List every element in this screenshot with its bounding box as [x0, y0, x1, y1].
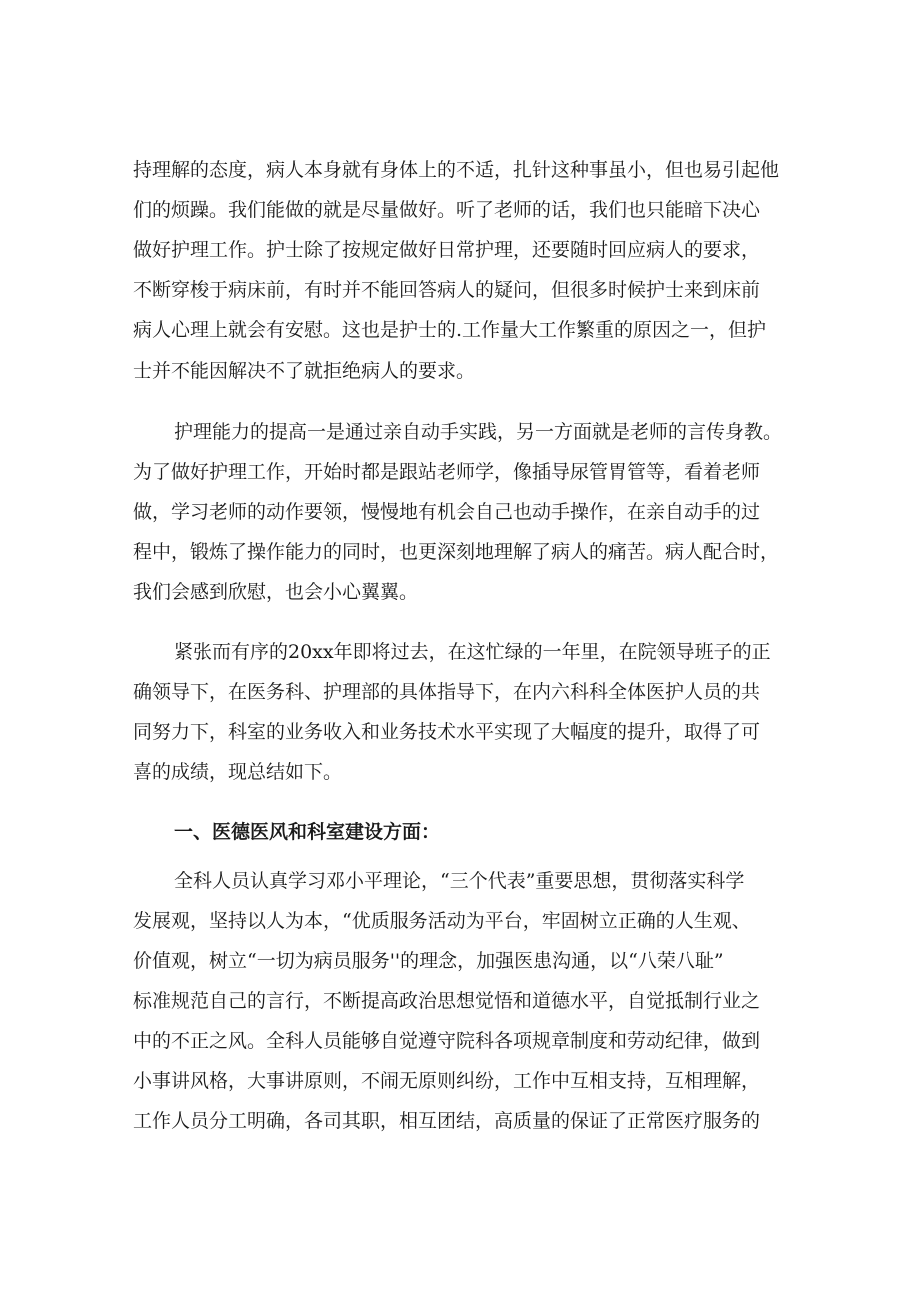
paragraph-4-line-5: 中的不正之风。全科人员能够自觉遵守院科各项规章制度和劳动纪律，做到	[133, 1030, 761, 1052]
paragraph-2-line-1: 护理能力的提高一是通过亲自动手实践，另一方面就是老师的言传身教。	[174, 421, 783, 443]
paragraph-4-line-4: 标准规范自己的言行，不断提高政治思想觉悟和道德水平，自觉抵制行业之	[133, 990, 761, 1012]
paragraph-2-line-4: 程中，锻炼了操作能力的同时，也更深刻地理解了病人的痛苦。病人配合时，	[133, 541, 780, 563]
paragraph-1-line-1: 持理解的态度，病人本身就有身体上的不适，扎针这种事虽小，但也易引起他	[133, 159, 780, 181]
paragraph-2-line-3: 做，学习老师的动作要领，慢慢地有机会自己也动手操作，在亲自动手的过	[133, 501, 761, 523]
paragraph-4-line-3: 价值观，树立“一切为病员服务''的理念，加强医患沟通，以“八荣八耻”	[133, 950, 724, 972]
paragraph-2-line-5: 我们会感到欣慰，也会小心翼翼。	[133, 581, 419, 603]
paragraph-2-line-2: 为了做好护理工作，开始时都是跟站老师学，像插导尿管胃管等，看着老师	[133, 461, 761, 483]
paragraph-4-line-1: 全科人员认真学习邓小平理论，“三个代表”重要思想，贯彻落实科学	[174, 870, 745, 892]
paragraph-3-line-4: 喜的成绩，现总结如下。	[133, 761, 343, 783]
paragraph-1-line-6: 士并不能因解决不了就拒绝病人的要求。	[133, 360, 476, 382]
paragraph-1-line-5: 病人心理上就会有安慰。这也是护士的.工作量大工作繁重的原因之一，但护	[133, 319, 767, 341]
paragraph-4-line-2: 发展观，坚持以人为本，“优质服务活动为平台，牢固树立正确的人生观、	[133, 910, 751, 932]
paragraph-3-line-1: 紧张而有序的20xx年即将过去，在这忙绿的一年里，在院领导班子的正	[174, 641, 771, 663]
section-heading: 一、医德医风和科室建设方面：	[174, 821, 441, 843]
paragraph-3-line-2: 确领导下，在医务科、护理部的具体指导下，在内六科科全体医护人员的共	[133, 681, 761, 703]
paragraph-1-line-4: 不断穿梭于病床前，有时并不能回答病人的疑问，但很多时候护士来到床前	[133, 279, 761, 301]
paragraph-4-line-6: 小事讲风格，大事讲原则，不闹无原则纠纷，工作中互相支持，互相理解，	[133, 1070, 761, 1092]
paragraph-4-line-7: 工作人员分工明确，各司其职，相互团结，高质量的保证了正常医疗服务的	[133, 1110, 761, 1132]
paragraph-1-line-2: 们的烦躁。我们能做的就是尽量做好。听了老师的话，我们也只能暗下决心	[133, 199, 761, 221]
paragraph-1-line-3: 做好护理工作。护士除了按规定做好日常护理，还要随时回应病人的要求，	[133, 239, 761, 261]
paragraph-3-line-3: 同努力下，科室的业务收入和业务技术水平实现了大幅度的提升，取得了可	[133, 721, 761, 743]
